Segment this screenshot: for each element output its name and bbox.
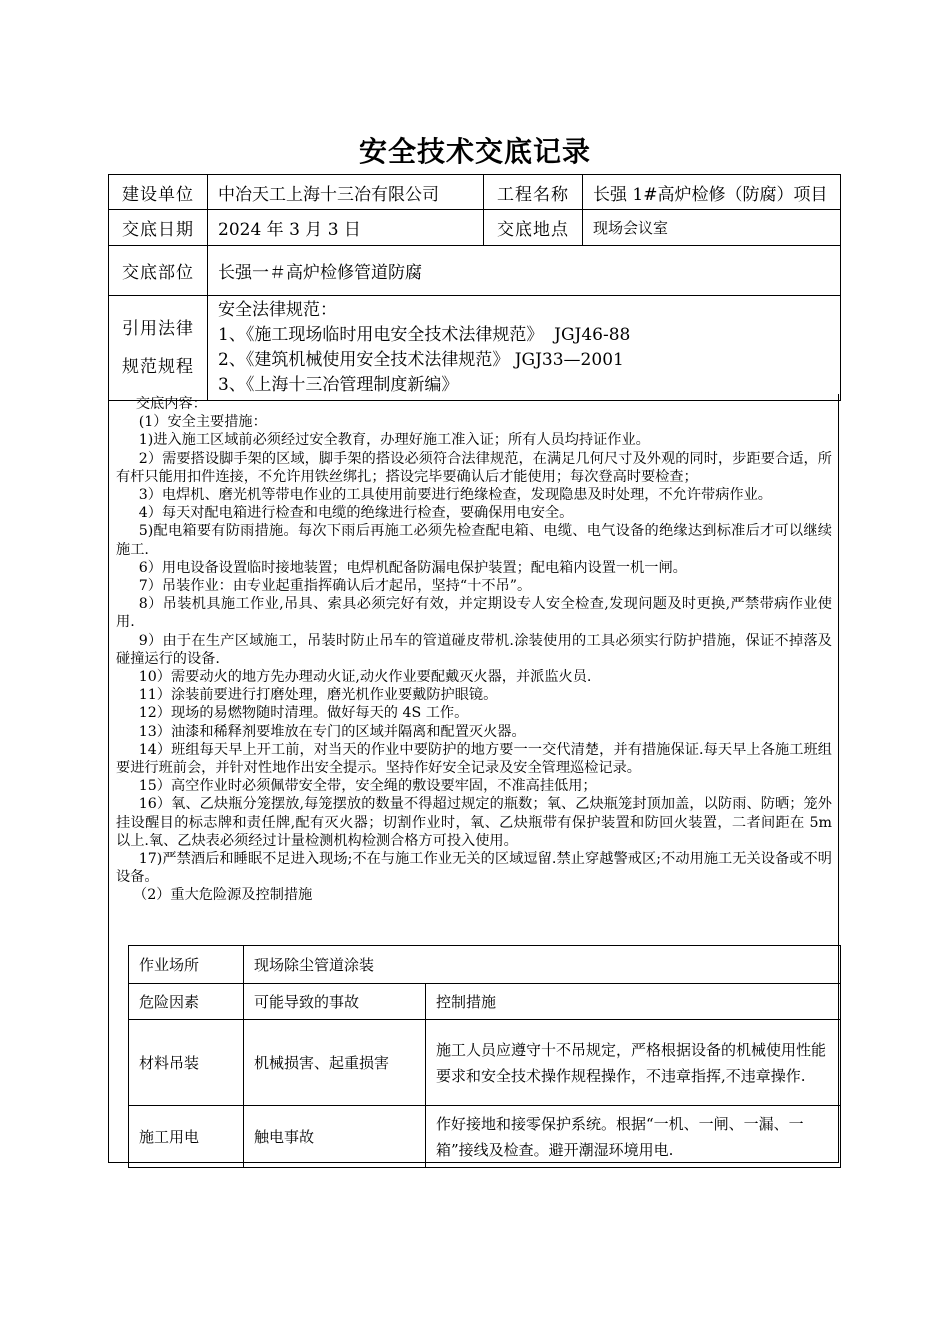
header-table [108, 174, 841, 401]
unit-label: 建设单位 [109, 175, 208, 210]
measure-item: 3）电焊机、磨光机等带电作业的工具使用前要进行绝缘检查，发现隐患及时处理，不允许带病作业。 [138, 487, 772, 504]
project-label: 工程名称 [484, 175, 583, 210]
content-body [116, 395, 832, 905]
date-label: 交底日期 [109, 210, 208, 246]
measure-item: 13）油漆和稀释剂要堆放在专门的区域并隔离和配置灭火器。 [138, 723, 526, 740]
section-heading-hazards: （2）重大危险源及控制措施 [133, 887, 313, 904]
header-row-unit [109, 175, 841, 210]
law-line: 1、《施工现场临时用电安全技术法律规范》 JGJ46-88 [218, 325, 631, 345]
measure-item: 11）涂装前要进行打磨处理，磨光机作业要戴防护眼镜。 [138, 687, 498, 704]
col-accident-header: 可能导致的事故 [244, 984, 426, 1020]
measure-item: 7）吊装作业：由专业起重指挥确认后才起吊，坚持“十不吊”。 [138, 578, 532, 595]
section-heading-measures: (1）安全主要措施： [138, 414, 267, 431]
col-factor-header: 危险因素 [129, 984, 244, 1020]
law-label-line-1: 引用法律 [122, 319, 194, 339]
site-label: 作业场所 [129, 946, 244, 984]
site-value: 现场除尘管道涂装 [244, 946, 841, 984]
law-label-line-2: 规范规程 [122, 357, 194, 377]
hazard-factor: 施工用电 [129, 1106, 244, 1168]
measure-item: 15）高空作业时必须佩带安全带，安全绳的敷设要牢固，不准高挂低用； [138, 778, 597, 795]
hazard-row [129, 1106, 841, 1168]
hazard-control: 施工人员应遵守十不吊规定，严格根据设备的机械使用性能要求和安全技术操作规程操作，不违章指挥,不违章操作. [426, 1020, 841, 1106]
col-control-header: 控制措施 [426, 984, 841, 1020]
law-list [208, 296, 841, 401]
hazard-accident: 触电事故 [244, 1106, 426, 1168]
place-label: 交底地点 [484, 210, 583, 246]
hazard-factor: 材料吊装 [129, 1020, 244, 1106]
measure-item: 17)严禁酒后和睡眠不足进入现场;不在与施工作业无关的区域逗留.禁止穿越警戒区;不动用施工无关设备或不明设备。 [116, 851, 832, 886]
measure-item: 9）由于在生产区域施工，吊装时防止吊车的管道碰皮带机.涂装使用的工具必须实行防护措施，保证不掉落及碰撞运行的设备. [116, 632, 832, 667]
hazard-table [128, 945, 841, 1168]
measure-item: 14）班组每天早上开工前，对当天的作业中要防护的地方要一一交代清楚，并有措施保证.每天早上各施工班组要进行班前会，并针对性地作出安全提示。坚持作好安全记录及安全管理巡检记录。 [116, 741, 832, 777]
law-line: 安全法律规范： [218, 300, 337, 320]
measure-item: 8）吊装机具施工作业,吊具、索具必须完好有效，并定期设专人安全检查,发现问题及时更换,严禁带病作业使用. [116, 596, 832, 631]
measure-item: 2）需要搭设脚手架的区域，脚手架的搭设必须符合法律规范，在满足几何尺寸及外观的同时，步距要合适，所有杆只能用扣件连接，不允许用铁丝绑扎；搭设完毕要确认后才能使用；每次登高时要检查； [116, 450, 832, 485]
header-row-part [109, 246, 841, 296]
law-label [109, 296, 208, 401]
measure-item: 10）需要动火的地方先办理动火证,动火作业要配戴灭火器，并派监火员. [138, 669, 592, 686]
part-label: 交底部位 [109, 246, 208, 296]
law-line: 3、《上海十三冶管理制度新编》 [218, 375, 459, 395]
measure-item: 5)配电箱要有防雨措施。每次下雨后再施工必须先检查配电箱、电缆、电气设备的绝缘达到标准后才可以继续施工. [116, 523, 832, 558]
header-row-date [109, 210, 841, 246]
date-value: 2024 年 3 月 3 日 [208, 210, 484, 246]
measure-item: 12）现场的易燃物随时清理。做好每天的 4S 工作。 [138, 705, 469, 722]
part-value: 长强一＃高炉检修管道防腐 [208, 246, 841, 296]
measure-item: 1)进入施工区域前必须经过安全教育，办理好施工准入证；所有人员均持证作业。 [138, 432, 650, 449]
hazard-accident: 机械损害、起重损害 [244, 1020, 426, 1106]
measure-item: 4）每天对配电箱进行检查和电缆的绝缘进行检查，要确保用电安全。 [138, 505, 574, 522]
document-title: 安全技术交底记录 [358, 135, 591, 168]
hazard-header-row [129, 984, 841, 1020]
hazard-site-row [129, 946, 841, 984]
place-value: 现场会议室 [583, 210, 841, 246]
law-line: 2、《建筑机械使用安全技术法律规范》 JGJ33—2001 [218, 350, 624, 370]
hazard-row [129, 1020, 841, 1106]
hazard-control: 作好接地和接零保护系统。根据“一机、一闸、一漏、一箱”接线及检查。避开潮湿环境用电. [426, 1106, 841, 1168]
header-row-law [109, 296, 841, 401]
project-value: 长强 1#高炉检修（防腐）项目 [583, 175, 841, 210]
measure-item: 16）氧、乙炔瓶分笼摆放,每笼摆放的数量不得超过规定的瓶数；氧、乙炔瓶笼封顶加盖，以防雨、防晒；笼外挂设醒目的标志牌和责任牌,配有灭火器；切割作业时，氧、乙炔瓶带有保护装置和防回火装置，二者间距在 5m 以上.氧、乙炔表必须经过计量检测机构检测合格方可投入使用。 [116, 796, 832, 849]
content-heading: 交底内容： [135, 396, 207, 412]
unit-value: 中冶天工上海十三冶有限公司 [208, 175, 484, 210]
measure-item: 6）用电设备设置临时接地装置；电焊机配备防漏电保护装置；配电箱内设置一机一闸。 [138, 559, 687, 576]
